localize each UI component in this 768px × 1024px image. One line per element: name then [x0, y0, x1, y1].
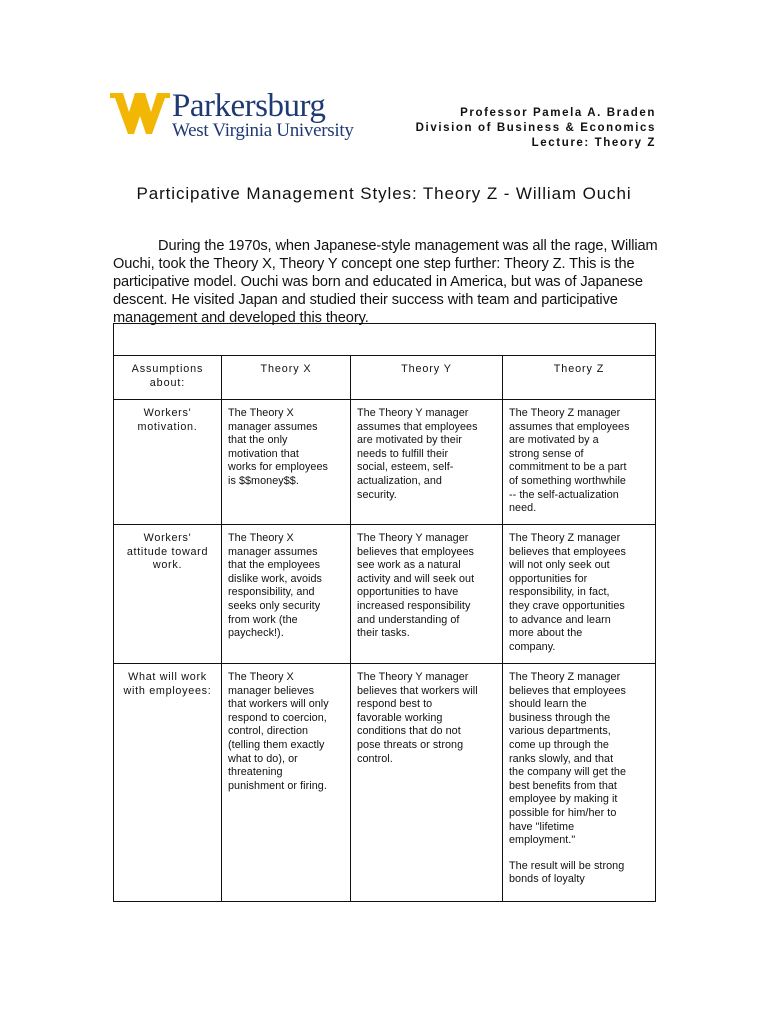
document-header	[416, 106, 656, 151]
theory-z-cell-text: The Theory Z manager believes that employees should learn the business through the various departments, come up through the ranks slowly, and that the company will get the best benefits from that employee by making it possible for him/her to have "lifetime employment."	[509, 671, 627, 847]
division-name: Division of Business & Economics	[415, 122, 656, 134]
theory-y-cell: The Theory Y manager believes that workers will respond best to favorable working conditions that do not pose threats or strong control.	[351, 664, 503, 902]
column-header-theory-y: Theory Y	[351, 356, 503, 400]
theory-x-cell: The Theory X manager believes that workers will only respond to coercion, control, direction (telling them exactly what to do), or threatening punishment or firing.	[222, 664, 351, 902]
row-label-what-works: What will work with employees:	[114, 664, 222, 902]
professor-name: Professor Pamela A. Braden	[460, 107, 656, 119]
theory-y-cell: The Theory Y manager believes that employees see work as a natural activity and will seek out opportunities to have increased responsibility and understanding of their tasks.	[351, 525, 503, 664]
table-row	[114, 525, 656, 664]
flying-wv-logo-icon	[110, 90, 170, 140]
document-title: Participative Management Styles: Theory Z - William Ouchi	[136, 184, 632, 203]
theory-y-cell: The Theory Y manager assumes that employees are motivated by their needs to fulfill their social, esteem, self- actualization, and security.	[351, 400, 503, 525]
university-logo	[110, 88, 360, 154]
table-header-row	[114, 356, 656, 400]
table-title-cell	[114, 324, 656, 356]
column-header-theory-x: Theory X	[222, 356, 351, 400]
table-title-row	[114, 324, 656, 356]
intro-paragraph: During the 1970s, when Japanese-style management was all the rage, William Ouchi, took the Theory X, Theory Y concept one step further: Theory Z. This is the participative model. Ouchi was born and educated in America, but was of Japanese descent. He visited Japan and studied their success with team and participative management and developed this theory.	[113, 238, 658, 326]
logo-university: West Virginia University	[172, 120, 354, 141]
logo-name: Parkersburg	[172, 88, 326, 124]
row-label-motivation: Workers' motivation.	[114, 400, 222, 525]
theory-x-cell: The Theory X manager assumes that the employees dislike work, avoids responsibility, and seeks only security from work (the paycheck!).	[222, 525, 351, 664]
theory-z-cell: The Theory Z manager assumes that employees are motivated by a strong sense of commitment to be a part of something worthwhile -- the self-actualization need.	[503, 400, 656, 525]
theory-z-cell: The Theory Z manager believes that employees will not only seek out opportunities for responsibility, in fact, they crave opportunities to advance and learn more about the company.	[503, 525, 656, 664]
theory-comparison-table	[113, 323, 656, 902]
row-label-attitude: Workers' attitude toward work.	[114, 525, 222, 664]
theory-z-cell-extra-text: The result will be strong bonds of loyalty	[509, 859, 625, 886]
column-header-assumptions: Assumptions about:	[114, 356, 222, 400]
theory-z-cell-content	[509, 671, 649, 893]
table-row	[114, 400, 656, 525]
column-header-theory-z: Theory Z	[503, 356, 656, 400]
table-row	[114, 664, 656, 902]
lecture-name: Lecture: Theory Z	[531, 137, 656, 149]
theory-z-cell-clipped	[503, 664, 656, 902]
theory-x-cell: The Theory X manager assumes that the only motivation that works for employees is $$money$$.	[222, 400, 351, 525]
